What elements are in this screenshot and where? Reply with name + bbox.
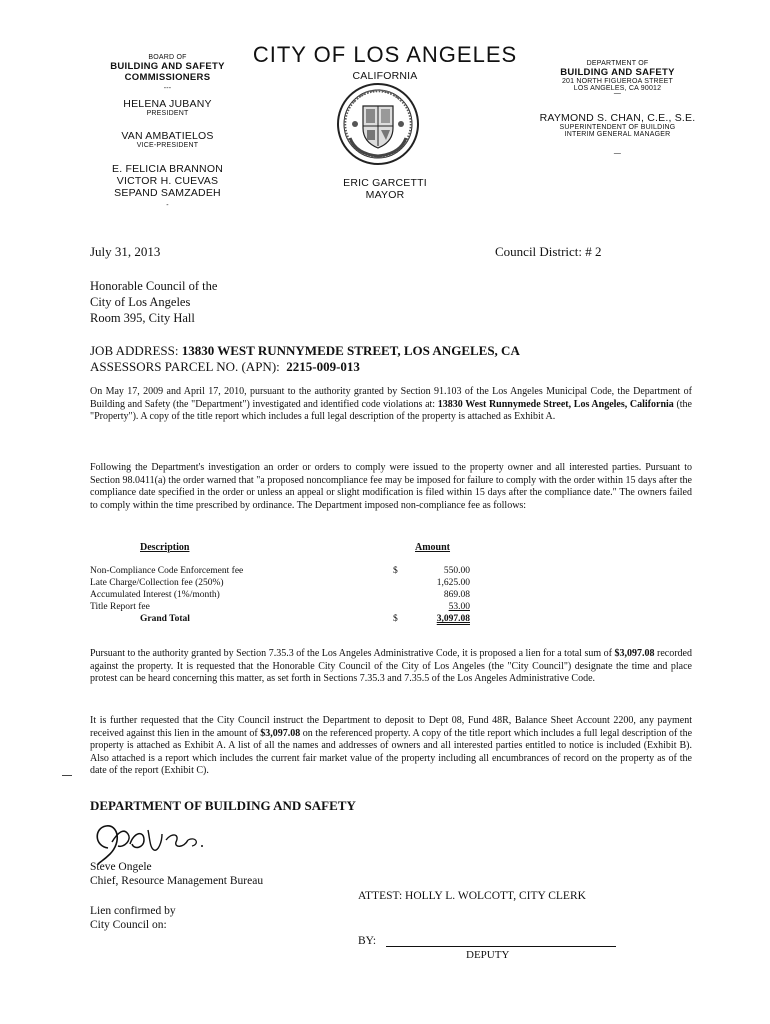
commissioner-title: PRESIDENT bbox=[146, 110, 189, 117]
fee-amount: 1,625.00 bbox=[436, 578, 470, 588]
fee-description: Non-Compliance Code Enforcement fee bbox=[90, 566, 244, 576]
currency-symbol bbox=[393, 602, 405, 614]
fee-table bbox=[90, 566, 470, 626]
attest-line: ATTEST: HOLLY L. WOLCOTT, CITY CLERK bbox=[358, 890, 586, 902]
description-header: Description bbox=[140, 542, 190, 553]
board-member: E. FELICIA BRANNON bbox=[112, 163, 223, 175]
fee-row bbox=[90, 578, 470, 590]
letter-date: July 31, 2013 bbox=[90, 244, 161, 259]
fee-amount: 53.00 bbox=[448, 602, 470, 612]
deposit-amount: $3,097.08 bbox=[260, 727, 301, 739]
fee-description: Accumulated Interest (1%/month) bbox=[90, 590, 220, 600]
commissioner-name: VAN AMBATIELOS bbox=[121, 130, 214, 142]
page-title: CITY OF LOS ANGELES bbox=[252, 42, 518, 67]
paragraph-text: recorded against the property. It is requested that the Honorable City Council of the City of Los Angeles (the "City Council") designate the time and place protest can be heard concerning this matter, as set forth in Sections 7.35.3 and 7.35.5 of the Los Angeles Administrative Code. bbox=[90, 648, 692, 685]
currency-symbol: $ bbox=[393, 566, 398, 576]
grand-total-label: Grand Total bbox=[140, 614, 190, 624]
apn-value: 2215-009-013 bbox=[286, 359, 360, 374]
gm-name: RAYMOND S. CHAN, C.E., S.E. bbox=[539, 112, 696, 124]
lien-amount: $3,097.08 bbox=[614, 648, 655, 659]
recipient-block bbox=[90, 278, 217, 326]
fee-row bbox=[90, 602, 470, 614]
paragraph-text: On May 17, 2009 and April 17, 2010, pursuant to the authority granted by Section 91.103 of the Los Angeles Municipal Code, the Department of Building and Safety (the "Department") investigated and identified code violations at: bbox=[90, 386, 692, 410]
commissioner-title: VICE-PRESIDENT bbox=[136, 142, 199, 149]
job-address: 13830 WEST RUNNYMEDE STREET, LOS ANGELES, CA bbox=[181, 343, 520, 358]
department-rule: — bbox=[613, 90, 622, 97]
paragraph-deposit bbox=[90, 715, 692, 778]
fee-amount: 550.00 bbox=[443, 566, 470, 576]
signer-name: Steve Ongele bbox=[90, 861, 152, 873]
by-signature-line bbox=[386, 946, 616, 947]
paragraph-text: (the "Property"). A copy of the title report which includes a full legal description of the property is attached as Exhibit A. bbox=[90, 398, 692, 423]
mayor-name: ERIC GARCETTI bbox=[343, 177, 427, 189]
job-address-label: JOB ADDRESS: bbox=[90, 343, 179, 358]
mayor-title: MAYOR bbox=[365, 189, 405, 201]
board-member: SEPAND SAMZADEH bbox=[114, 187, 221, 199]
currency-symbol bbox=[393, 590, 405, 602]
mayor-block bbox=[300, 177, 470, 201]
deputy-label: DEPUTY bbox=[466, 949, 510, 961]
department-line: BUILDING AND SAFETY bbox=[560, 67, 675, 78]
grand-total-amount: 3,097.08 bbox=[436, 614, 470, 624]
paragraph-text: Pursuant to the authority granted by Section 7.35.3 of the Los Angeles Administrative Code, it is proposed a lien for a total sum of bbox=[90, 648, 615, 659]
state-label: CALIFORNIA bbox=[352, 70, 418, 82]
job-address-block bbox=[90, 343, 520, 375]
city-seal bbox=[336, 82, 420, 166]
fee-description: Late Charge/Collection fee (250%) bbox=[90, 578, 224, 588]
city-header bbox=[250, 42, 520, 82]
signer-block bbox=[90, 860, 263, 888]
fee-row bbox=[90, 566, 470, 578]
department-block bbox=[520, 60, 715, 157]
board-separator: --- bbox=[163, 85, 172, 92]
fee-amount: 869.08 bbox=[443, 590, 470, 600]
recipient-line: City of Los Angeles bbox=[90, 295, 191, 309]
department-line: 201 NORTH FIGUEROA STREET bbox=[561, 78, 674, 85]
recipient-line: Honorable Council of the bbox=[90, 279, 218, 293]
apn-label: ASSESSORS PARCEL NO. (APN): bbox=[90, 359, 280, 374]
lien-confirmed-line: Lien confirmed by bbox=[90, 905, 176, 917]
fee-table-header bbox=[90, 542, 470, 566]
grand-total-row bbox=[90, 614, 470, 626]
gm-rule: — bbox=[613, 150, 622, 157]
board-heading-line: COMMISSIONERS bbox=[124, 72, 211, 83]
board-heading-line: BUILDING AND SAFETY bbox=[110, 61, 225, 72]
lien-confirmed-line: City Council on: bbox=[90, 919, 167, 931]
paragraph-text: It is further requested that the City Council instruct the Department to deposit to Dept 08, Fund 48R, Balance Sheet Account 2200, any payment received against this lien in the amount of bbox=[90, 715, 692, 739]
fee-table-block bbox=[90, 542, 470, 626]
paragraph-lien bbox=[90, 648, 692, 686]
paragraph-text: on the referenced property. A copy of the title report which includes a full legal description of the property is attached as Exhibit A. A list of all the names and addresses of owners and all interested parties entitled to notice is included (Exhibit B). Also attached is a report which includes the current fair market value of the property including all encumbrances of record on the property as of the date of the report (Exhibit C). bbox=[90, 727, 693, 777]
signer-title: Chief, Resource Management Bureau bbox=[90, 875, 264, 887]
department-line: LOS ANGELES, CA 90012 bbox=[573, 85, 662, 92]
by-label: BY: bbox=[358, 935, 377, 947]
council-district: Council District: # 2 bbox=[495, 244, 602, 259]
currency-symbol: $ bbox=[393, 614, 398, 624]
paragraph-investigation bbox=[90, 386, 692, 424]
commissioner-name: HELENA JUBANY bbox=[123, 98, 212, 110]
gm-title-line: INTERIM GENERAL MANAGER bbox=[564, 131, 671, 138]
currency-symbol bbox=[393, 578, 405, 590]
department-line: DEPARTMENT OF bbox=[586, 60, 649, 67]
board-block bbox=[85, 54, 250, 209]
apn-line bbox=[90, 359, 520, 375]
job-address-line bbox=[90, 343, 520, 359]
department-heading: DEPARTMENT OF BUILDING AND SAFETY bbox=[90, 798, 356, 813]
board-dash: - bbox=[166, 202, 169, 209]
amount-header: Amount bbox=[415, 542, 451, 553]
margin-mark bbox=[62, 775, 72, 776]
property-address: 13830 West Runnymede Street, Los Angeles, California bbox=[437, 398, 674, 410]
fee-description: Title Report fee bbox=[90, 602, 150, 612]
recipient-line: Room 395, City Hall bbox=[90, 311, 195, 325]
board-heading-line: BOARD OF bbox=[148, 54, 187, 61]
gm-title-line: SUPERINTENDENT OF BUILDING bbox=[559, 124, 676, 131]
paragraph-orders: Following the Department's investigation an order or orders to comply were issued to the property owner and all interested parties. Pursuant to Section 98.0411(a) the order warned that "a proposed noncompliance fee may be imposed for failure to comply with the order within 15 days after the compliance date specified in the order or unless an appeal or slight modification is filed within 15 days after the compliance date." The owners failed to comply within the time prescribed by ordinance. The Department imposed non-compliance fee as follows: bbox=[90, 462, 692, 511]
lien-confirmed-block bbox=[90, 904, 176, 932]
board-member: VICTOR H. CUEVAS bbox=[116, 175, 219, 187]
fee-row bbox=[90, 590, 470, 602]
